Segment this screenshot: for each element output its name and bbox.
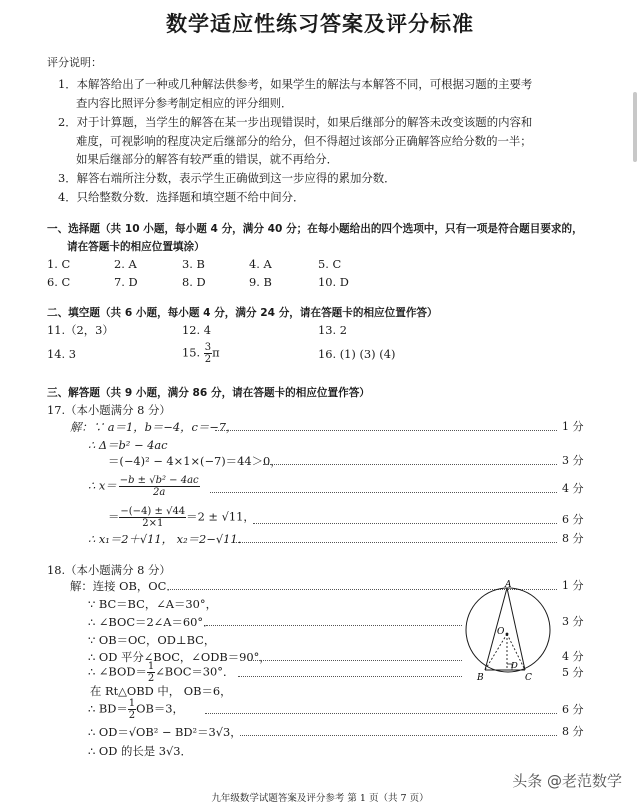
q17-score: 4 分 — [562, 482, 584, 495]
q18-line: ∴ OD 平分∠BOC，∠ODB＝90°， — [88, 650, 271, 664]
note-line: 如果后继部分的解答有较严重的错误，就不再给分． — [76, 152, 338, 166]
q17-score: 6 分 — [562, 513, 584, 526]
q18-score: 8 分 — [562, 725, 584, 738]
fill-answer: 13. 2 — [318, 323, 347, 337]
q18-score: 4 分 — [562, 650, 584, 663]
fig-label-a: A — [505, 580, 512, 590]
choice-answer: 5. C — [318, 257, 342, 271]
fig-label-o: O — [497, 627, 505, 637]
q18-line: ∴ ∠BOC＝2∠A＝60°． — [88, 615, 215, 629]
q18-line: 解：连接 OB，OC． — [70, 579, 178, 593]
note-line: 2．对于计算题，当学生的解答在某一步出现错误时，如果后继部分的解答未改变该题的内容和 — [58, 115, 533, 129]
choice-answer: 8. D — [182, 275, 206, 289]
page-footer: 九年级数学试题答案及评分参考 第 1 页（共 7 页） — [211, 793, 429, 804]
fill-answer-15: 15. $\frac{3}{2}$ π — [182, 342, 220, 365]
note-line: 3．解答右端所注分数，表示学生正确做到这一步应得的累加分数． — [58, 171, 396, 185]
q17-score: 8 分 — [562, 532, 584, 545]
q17-score: 1 分 — [562, 420, 584, 433]
watermark: 头条 @老范数学 — [512, 772, 622, 790]
q18-score: 6 分 — [562, 703, 584, 716]
q17-line: ∴ x＝ $\frac{\text{−b ± √b² − 4ac}}{2a}$ — [88, 475, 199, 498]
q17-line: ∴ x₁＝2＋√11， x₂＝2−√11． — [88, 532, 249, 546]
q18-line: ∴ BD＝ $\frac{1}{2}$ OB＝3， — [88, 698, 184, 721]
fill-answer: 11.（2，3） — [47, 323, 114, 337]
choice-answer: 6. C — [47, 275, 71, 289]
fill-answer: 16. (1) (3) (4) — [318, 347, 396, 361]
q17-line: ＝ $\frac{-(-4) \pm √44}{2\times 1}$ ＝2 ± √11， — [108, 506, 255, 529]
section-1-heading-cont: 请在答题卡的相应位置填涂） — [67, 241, 205, 253]
fig-label-b: B — [477, 673, 484, 683]
q18-line: ∵ OB＝OC，OD⊥BC， — [88, 633, 216, 647]
choice-answer: 2. A — [114, 257, 137, 271]
q18-score: 1 分 — [562, 579, 584, 592]
choice-answer: 4. A — [249, 257, 272, 271]
scrollbar[interactable] — [633, 92, 637, 162]
q18-score: 3 分 — [562, 615, 584, 628]
q18-line: ∴ ∠BOD＝ $\frac{1}{2}$ ∠BOC＝30°． — [88, 661, 235, 684]
circle-figure — [455, 578, 565, 686]
q17-line: 解：∵ a＝1，b＝−4，c＝−7， — [70, 420, 238, 434]
note-line: 查内容比照评分参考制定相应的评分细则． — [76, 96, 293, 110]
q18-line: ∵ BC＝BC，∠A＝30°， — [88, 597, 217, 611]
section-1-heading: 一、选择题（共 10 小题，每小题 4 分，满分 40 分；在每小题给出的四个选项中，只有一项是符合题目要求的， — [47, 223, 583, 235]
note-line: 难度，可视影响的程度决定后继部分的给分，但不得超过该部分正确解答应给分数的一半； — [76, 134, 532, 148]
q18-score: 5 分 — [562, 666, 584, 679]
notes-heading: 评分说明： — [47, 56, 102, 69]
q17-line: ＝(−4)² − 4×1×(−7)＝44＞0， — [108, 454, 282, 468]
fig-label-d: D — [511, 661, 518, 671]
note-line: 4．只给整数分数．选择题和填空题不给中间分． — [58, 190, 305, 204]
choice-answer: 3. B — [182, 257, 205, 271]
choice-answer: 7. D — [114, 275, 138, 289]
choice-answer: 9. B — [249, 275, 272, 289]
q18-heading: 18.（本小题满分 8 分） — [47, 563, 171, 577]
q18-line: ∴ OD＝√OB² − BD²＝3√3， — [88, 725, 242, 739]
section-2-heading: 二、填空题（共 6 小题，每小题 4 分，满分 24 分，请在答题卡的相应位置作答） — [47, 307, 438, 319]
fill-answer: 12. 4 — [182, 323, 211, 337]
q17-heading: 17.（本小题满分 8 分） — [47, 403, 171, 417]
note-line: 1．本解答给出了一种或几种解法供参考，如果学生的解法与本解答不同，可根据习题的主要考 — [58, 77, 533, 91]
q18-line: 在 Rt△OBD 中， OB＝6， — [90, 684, 232, 698]
q17-score: 3 分 — [562, 454, 584, 467]
section-3-heading: 三、解答题（共 9 小题，满分 86 分，请在答题卡的相应位置作答） — [47, 387, 370, 399]
choice-answer: 1. C — [47, 257, 71, 271]
choice-answer: 10. D — [318, 275, 349, 289]
fill-answer: 14. 3 — [47, 347, 76, 361]
q17-line: ∴ Δ＝b² − 4ac — [88, 438, 168, 452]
fig-label-c: C — [525, 673, 532, 683]
page-title: 数学适应性练习答案及评分标准 — [166, 12, 474, 36]
q18-line: ∴ OD 的长是 3√3． — [88, 744, 192, 758]
